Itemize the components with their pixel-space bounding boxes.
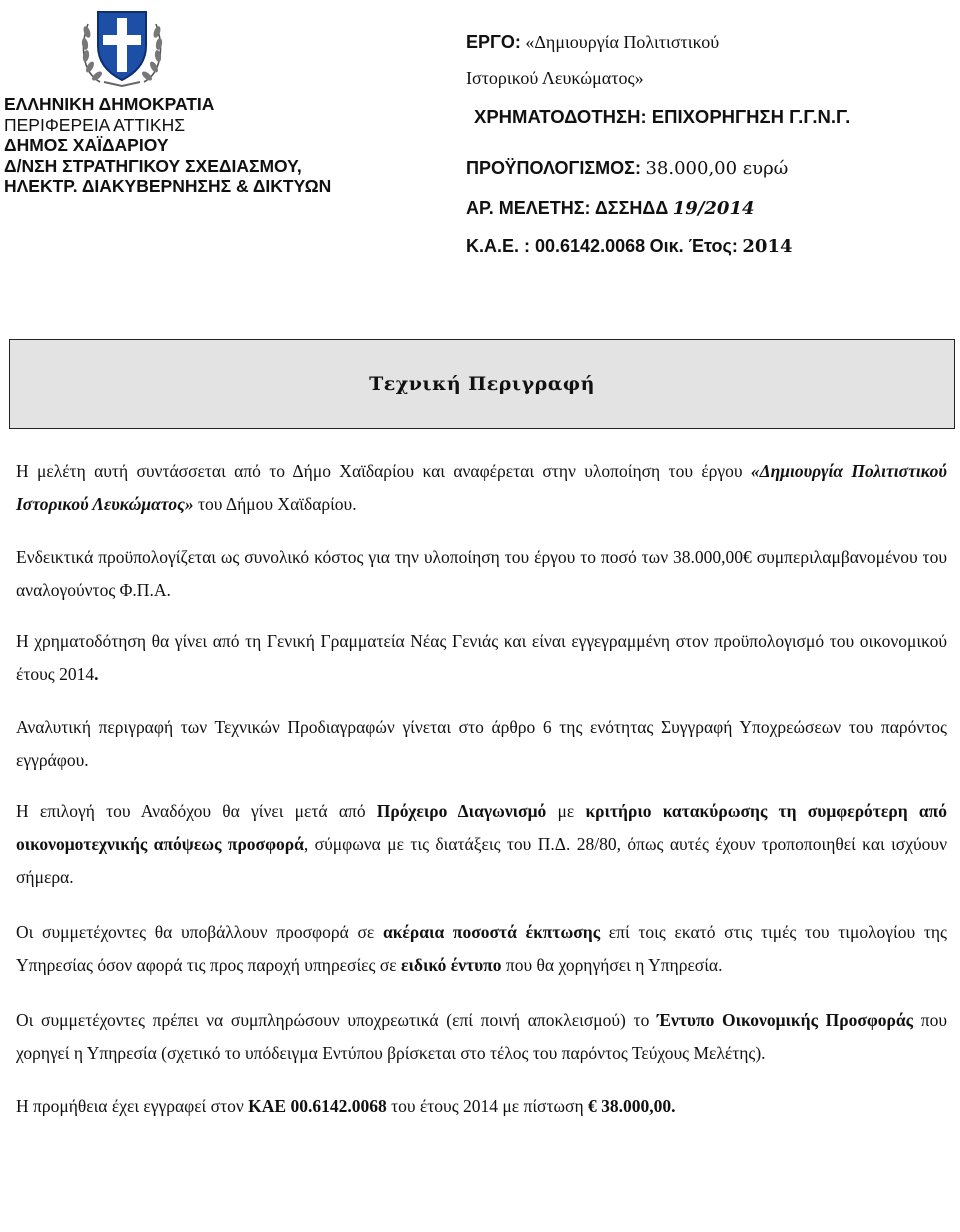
project-name-line1: «Δημιουργία Πολιτιστικού (525, 32, 720, 52)
kae-label: Κ.Α.Ε. : 00.6142.0068 (466, 236, 646, 256)
paragraph-5: Η επιλογή του Αναδόχου θα γίνει μετά από Πρόχειρο Διαγωνισμό με κριτήριο κατακύρωσης τη συμφερότερη από οικονομοτεχνικής απόψεως προσφορά, σύμφωνα με τις διατάξεις του Π.Δ. 28/80, όπως αυτές έχουν τροποποιηθεί και ισχύουν σήμερα. (16, 801, 948, 887)
study-label: ΑΡ. ΜΕΛΕΤΗΣ: ΔΣΣΗΔΔ (466, 198, 669, 218)
fiscal-year-value: 2014 (742, 236, 793, 257)
project-row (466, 32, 719, 53)
paragraph-1: Η μελέτη αυτή συντάσσεται από το Δήμο Χαϊδαρίου και αναφέρεται στην υλοποίηση του έργου «Δημιουργία Πολιτιστικού Ιστορικού Λευκώματος» του Δήμου Χαϊδαρίου. (16, 461, 947, 514)
document-body (16, 455, 947, 1123)
section-title-box (9, 339, 955, 429)
section-title: Τεχνική Περιγραφή (369, 373, 595, 395)
budget-row (466, 158, 788, 179)
paragraph-3: Η χρηματοδότηση θα γίνει από τη Γενική Γραμματεία Νέας Γενιάς και είναι εγγεγραμμένη στον προϋπολογισμό του οικονομικού έτους 2014. (16, 631, 947, 684)
header-municipality: ΔΗΜΟΣ ΧΑΪΔΑΡΙΟΥ (4, 135, 169, 155)
paragraph-4: Αναλυτική περιγραφή των Τεχνικών Προδιαγραφών γίνεται στο άρθρο 6 της ενότητας Συγγραφή Υποχρεώσεων του παρόντος εγγράφου. (16, 717, 947, 770)
paragraph-2: Ενδεικτικά προϋπολογίζεται ως συνολικό κόστος για την υλοποίηση του έργου το ποσό των 38.000,00€ συμπεριλαμβανομένου του αναλογούντος Φ.Π.Α. (16, 547, 947, 600)
greek-emblem-icon (74, 2, 170, 90)
paragraph-8: Η προμήθεια έχει εγγραφεί στον ΚΑΕ 00.6142.0068 του έτους 2014 με πίστωση € 38.000,00. (16, 1096, 676, 1116)
study-row (466, 198, 755, 219)
budget-label: ΠΡΟΫΠΟΛΟΓΙΣΜΟΣ: (466, 158, 641, 178)
funding-line: ΧΡΗΜΑΤΟΔΟΤΗΣΗ: ΕΠΙΧΟΡΗΓΗΣΗ Γ.Γ.Ν.Γ. (474, 106, 851, 127)
paragraph-7: Οι συμμετέχοντες πρέπει να συμπληρώσουν υποχρεωτικά (επί ποινή αποκλεισμού) το Έντυπο Οικονομικής Προσφοράς που χορηγεί η Υπηρεσία (σχετικό το υπόδειγμα Εντύπου βρίσκεται στο τέλος του παρόντος Τεύχους Μελέτης). (16, 1010, 947, 1063)
project-label: ΕΡΓΟ: (466, 32, 521, 52)
kae-row (466, 236, 793, 257)
header-directorate: Δ/ΝΣΗ ΣΤΡΑΤΗΓΙΚΟΥ ΣΧΕΔΙΑΣΜΟΥ, (4, 155, 302, 176)
header-department: ΗΛΕΚΤΡ. ΔΙΑΚΥΒΕΡΝΗΣΗΣ & ΔΙΚΤΥΩΝ (4, 176, 332, 196)
study-number: 19/2014 (672, 198, 755, 219)
fiscal-year-label: Οικ. Έτος: (649, 236, 738, 256)
header-country: ΕΛΛΗΝΙΚΗ ΔΗΜΟΚΡΑΤΙΑ (4, 94, 215, 114)
paragraph-6: Οι συμμετέχοντες θα υποβάλλουν προσφορά σε ακέραια ποσοστά έκπτωσης επί τοις εκατό στις τιμές του τιμολογίου της Υπηρεσίας όσον αφορά τις προς παροχή υπηρεσίες σε ειδικό έντυπο που θα χορηγήσει η Υπηρεσία. (16, 922, 947, 975)
issuing-authority-block (4, 94, 434, 197)
header-region: ΠΕΡΙΦΕΡΕΙΑ ΑΤΤΙΚΗΣ (4, 114, 186, 135)
project-name-line2: Ιστορικού Λευκώματος» (466, 68, 644, 88)
budget-value: 38.000,00 ευρώ (645, 158, 789, 179)
